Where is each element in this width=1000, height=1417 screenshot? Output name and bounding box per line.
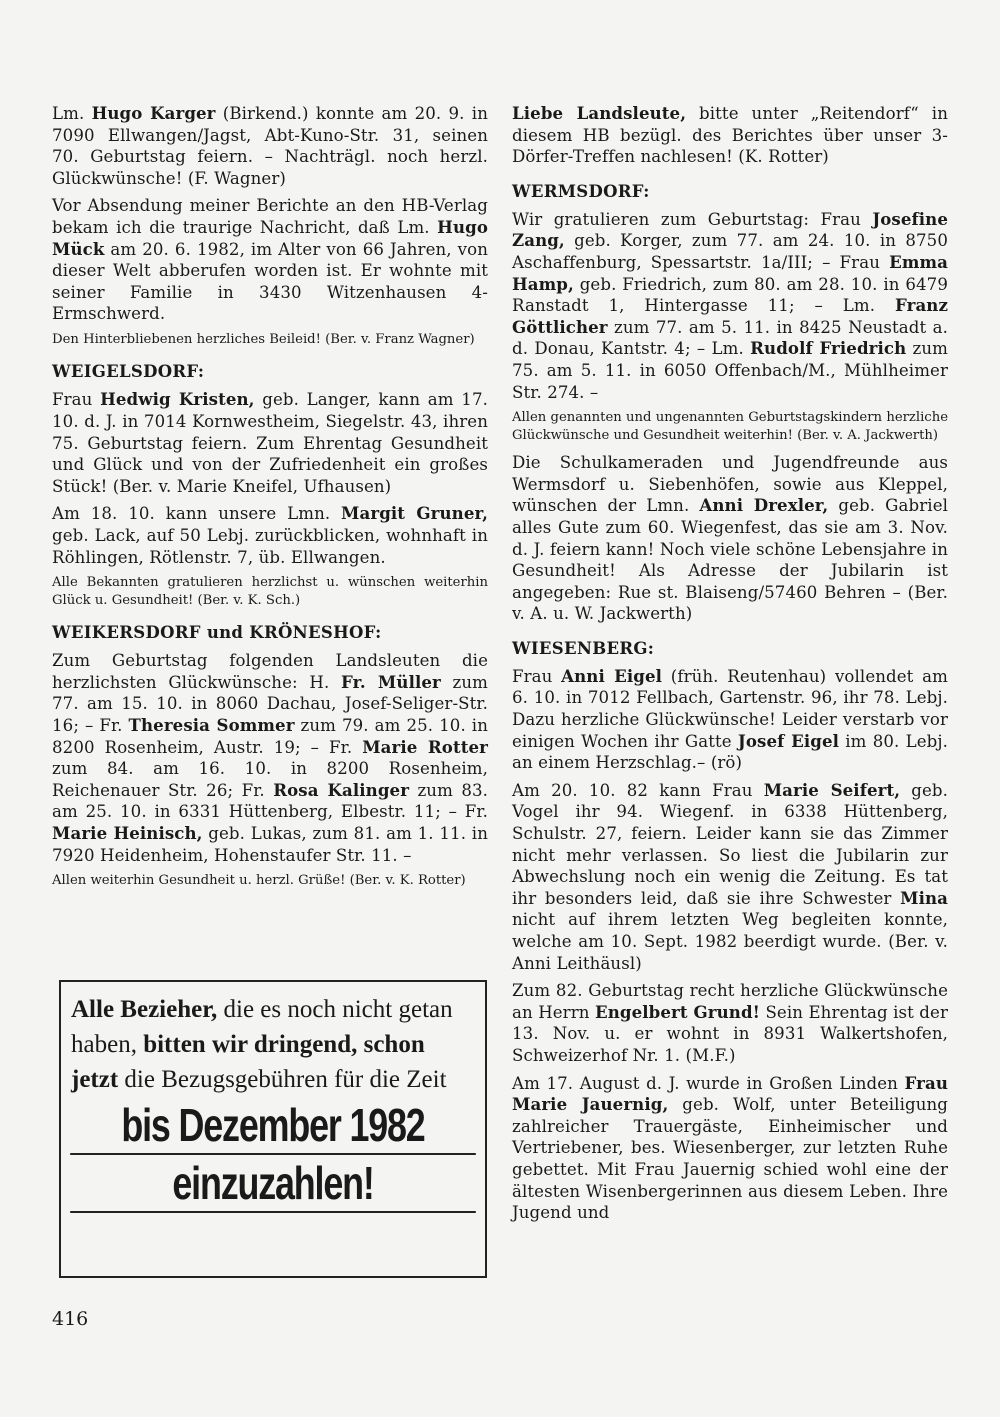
text-run: Zum 82. Geburtstag recht herzliche Glückwünsche an Herrn <box>512 981 948 1022</box>
text-run: geb. Lack, auf 50 Lebj. zurückblicken, wohnhaft in Röhlingen, Rötlenstr. 7, üb. Ellwangen. <box>52 526 488 567</box>
text-run: Alle Bekannten gratulieren herzlichst u. wünschen weiterhin Glück u. Gesundheit! (Ber. v. K. Sch.) <box>52 575 488 608</box>
text-run: nicht auf ihrem letzten Weg begleiten konnte, welche am 10. Sept. 1982 beerdigt wurde. (Ber. v. Anni Leithäusl) <box>512 910 948 973</box>
text-run: WEIGELSDORF: <box>52 362 205 382</box>
text-run: Allen genannten und ungenannten Geburtstagskindern herzliche Glückwünsche und Gesundheit weiterhin! (Ber. v. A. Jackwerth) <box>512 410 948 443</box>
bold-name: Hugo Mück <box>52 216 488 259</box>
bold-name: Anni Drexler, <box>699 495 829 516</box>
bold-name: Franz Göttlicher <box>512 295 948 337</box>
paragraph <box>52 103 488 189</box>
text-run: Allen weiterhin Gesundheit u. herzl. Grüße! (Ber. v. K. Rotter) <box>52 873 466 889</box>
paragraph <box>512 1073 948 1224</box>
text-run: zum 84. am 16. 10. in 8200 Rosenheim, Reichenauer Str. 26; Fr. <box>52 759 488 800</box>
bold-name: Hedwig Kristen, <box>100 389 255 410</box>
notice-call-to-action: einzuzahlen! <box>70 1155 476 1213</box>
text-run: Lm. <box>52 104 92 123</box>
bold-name: Liebe Landsleute, <box>512 103 687 123</box>
text-run: zum 77. am 5. 11. in 8425 Neustadt a. d. Donau, Kantstr. 4; – Lm. <box>512 317 948 359</box>
text-run: geb. Friedrich, zum 80. am 28. 10. in 6479 Ranstadt 1, Hintergasse 11; – Lm. <box>512 274 948 316</box>
paragraph <box>52 503 488 568</box>
text-run: die es noch nicht getan haben, <box>71 996 453 1058</box>
text-run: geb. Wolf, unter Beteiligung zahlreicher Trauergäste, Einheimischer und Vertriebener, bes. Wiesenberger, zur letzten Ruhe gebettet. Mit Frau Jauernig schied wohl eine der ältesten Wisenbergerinnen aus diesem Leben. Ihre Jugend und <box>512 1095 948 1223</box>
paragraph <box>512 103 948 168</box>
bold-name: Marie Seifert, <box>763 779 901 800</box>
bold-name: Anni Eigel <box>561 665 663 686</box>
page-number: 416 <box>52 1308 89 1330</box>
text-run: geb. Korger, zum 77. am 24. 10. in 8750 Aschaffenburg, Spessartstr. 1a/III; – Frau <box>512 231 948 272</box>
text-run: zum 83. am 25. 10. in 6331 Hüttenberg, Elbestr. 11; – Fr. <box>52 780 489 822</box>
paragraph <box>512 209 948 403</box>
text-run: Sein Ehrentag ist der 13. Nov. u. er wohnt in 8931 Walkertshofen, Schweizerhof Nr. 1. (M.F.) <box>512 1002 948 1065</box>
bold-name: bitten wir dringend, schon jetzt <box>71 1031 425 1093</box>
section-heading <box>512 639 948 658</box>
right-column <box>512 103 948 1230</box>
notice-text <box>71 992 475 1097</box>
text-run: WIESENBERG: <box>512 638 655 658</box>
bold-name: Fr. Müller <box>340 671 441 692</box>
section-heading <box>52 623 488 642</box>
paragraph <box>512 780 948 974</box>
text-run: zum 79. am 25. 10. in 8200 Rosenheim, Austr. 19; – Fr. <box>52 715 488 757</box>
text-run: Zum Geburtstag folgenden Landsleuten die herzlichsten Glückwünsche: H. <box>52 651 488 692</box>
bold-name: Mina <box>900 887 948 908</box>
note-paragraph <box>52 872 488 890</box>
text-run: Die Schulkameraden und Jugendfreunde aus Wermsdorf u. Siebenhöfen, sowie aus Kleppel, wünschen der Lmn. <box>512 453 948 516</box>
text-run: (früh. Reutenhau) vollendet am 6. 10. in 7012 Fellbach, Gartenstr. 96, ihr 78. Lebj. Dazu herzliche Glückwünsche! Leider verstarb vor einigen Wochen ihr Gatte <box>512 666 948 751</box>
text-run: die Bezugsgebühren für die Zeit <box>118 1066 447 1093</box>
paragraph <box>52 389 488 497</box>
paragraph <box>512 452 948 625</box>
text-run: bitte unter „Reitendorf“ in diesem HB bezügl. des Berichtes über unser 3-Dörfer-Treffen nachlesen! (K. Rotter) <box>512 104 948 167</box>
note-paragraph <box>52 331 488 349</box>
bold-name: Margit Gruner, <box>341 503 488 524</box>
text-run: geb. Langer, kann am 17. 10. d. J. in 7014 Kornwestheim, Siegelstr. 43, ihren 75. Geburtstag feiern. Zum Ehrentag Gesundheit und Glück und von der Zufriedenheit ein großes Stück! (Ber. v. Marie Kneifel, Ufhausen) <box>52 390 488 496</box>
left-column <box>52 103 488 898</box>
bold-name: Josef Eigel <box>737 730 840 751</box>
paragraph <box>52 650 488 866</box>
text-run: WERMSDORF: <box>512 181 650 201</box>
paragraph <box>512 980 948 1066</box>
text-run: zum 75. am 5. 11. in 6050 Offenbach/M., Mühlheimer Str. 274. – <box>512 339 948 402</box>
text-run: Den Hinterbliebenen herzliches Beileid! (Ber. v. Franz Wagner) <box>52 331 475 347</box>
text-run: Vor Absendung meiner Berichte an den HB-Verlag bekam ich die traurige Nachricht, daß Lm. <box>52 196 488 237</box>
bold-name: Josefine Zang, <box>512 208 948 251</box>
text-run: zum 77. am 15. 10. in 8060 Dachau, Josef-Seliger-Str. 16; – Fr. <box>52 672 488 735</box>
bold-name: Rudolf Friedrich <box>750 338 907 359</box>
text-run: im 80. Lebj. an einem Herzschlag.– (rö) <box>512 731 949 773</box>
text-run: geb. Gabriel alles Gute zum 60. Wiegenfest, das sie am 3. Nov. d. J. feiern kann! Noch viele schöne Lebensjahre in Gesundheit! Als Adresse der Jubilarin ist angegeben: Rue st. Blaiseng/57460 Behren – (Ber. v. A. u. W. Jackwerth) <box>512 496 949 624</box>
bold-name: Alle Bezieher, <box>71 996 218 1023</box>
text-run: Am 20. 10. 82 kann Frau <box>512 780 764 800</box>
text-run: WEIKERSDORF und KRÖNESHOF: <box>52 623 382 643</box>
text-run: geb. Vogel ihr 94. Wiegenf. in 6338 Hüttenberg, Schulstr. 27, feiern. Leider kann sie das Zimmer nicht mehr verlassen. So liest die Jubilarin zur Abwechslung noch ein wenig die Zeitung. Es tat ihr besonders leid, daß sie ihre Schwester <box>512 780 948 908</box>
section-heading <box>512 182 948 201</box>
bold-name: Marie Heinisch, <box>52 822 203 843</box>
text-run: Wir gratulieren zum Geburtstag: Frau <box>512 209 873 229</box>
text-run: Frau <box>512 666 562 686</box>
text-run: geb. Lukas, zum 81. am 1. 11. in 7920 Heidenheim, Hohenstaufer Str. 11. – <box>52 823 488 865</box>
note-paragraph <box>52 574 488 609</box>
text-run: Frau <box>52 390 101 410</box>
bold-name: Frau Marie Jauernig, <box>512 1072 948 1115</box>
bold-name: Engelbert Grund! <box>594 1001 761 1022</box>
text-run: am 20. 6. 1982, im Alter von 66 Jahren, von dieser Welt abberufen worden ist. Er wohnte mit seiner Familie in 3430 Witzenhausen 4-Ermschwerd. <box>52 239 488 324</box>
bold-name: Emma Hamp, <box>512 251 948 294</box>
text-run: (Birkend.) konnte am 20. 9. in 7090 Ellwangen/Jagst, Abt-Kuno-Str. 31, seinen 70. Geburtstag feiern. – Nachträgl. noch herzl. Glückwünsche! (F. Wagner) <box>52 104 488 188</box>
note-paragraph <box>512 409 948 444</box>
subscription-notice-box <box>59 980 487 1278</box>
section-heading <box>52 362 488 381</box>
notice-deadline: bis Dezember 1982 <box>70 1097 476 1155</box>
paragraph <box>512 666 948 774</box>
bold-name: Rosa Kalinger <box>273 779 410 800</box>
bold-name: Hugo Karger <box>91 103 216 123</box>
text-run: Am 17. August d. J. wurde in Großen Linden <box>512 1073 905 1093</box>
text-run: Am 18. 10. kann unsere Lmn. <box>52 504 342 524</box>
bold-name: Theresia Sommer <box>128 714 295 735</box>
paragraph <box>52 195 488 325</box>
bold-name: Marie Rotter <box>362 736 488 757</box>
